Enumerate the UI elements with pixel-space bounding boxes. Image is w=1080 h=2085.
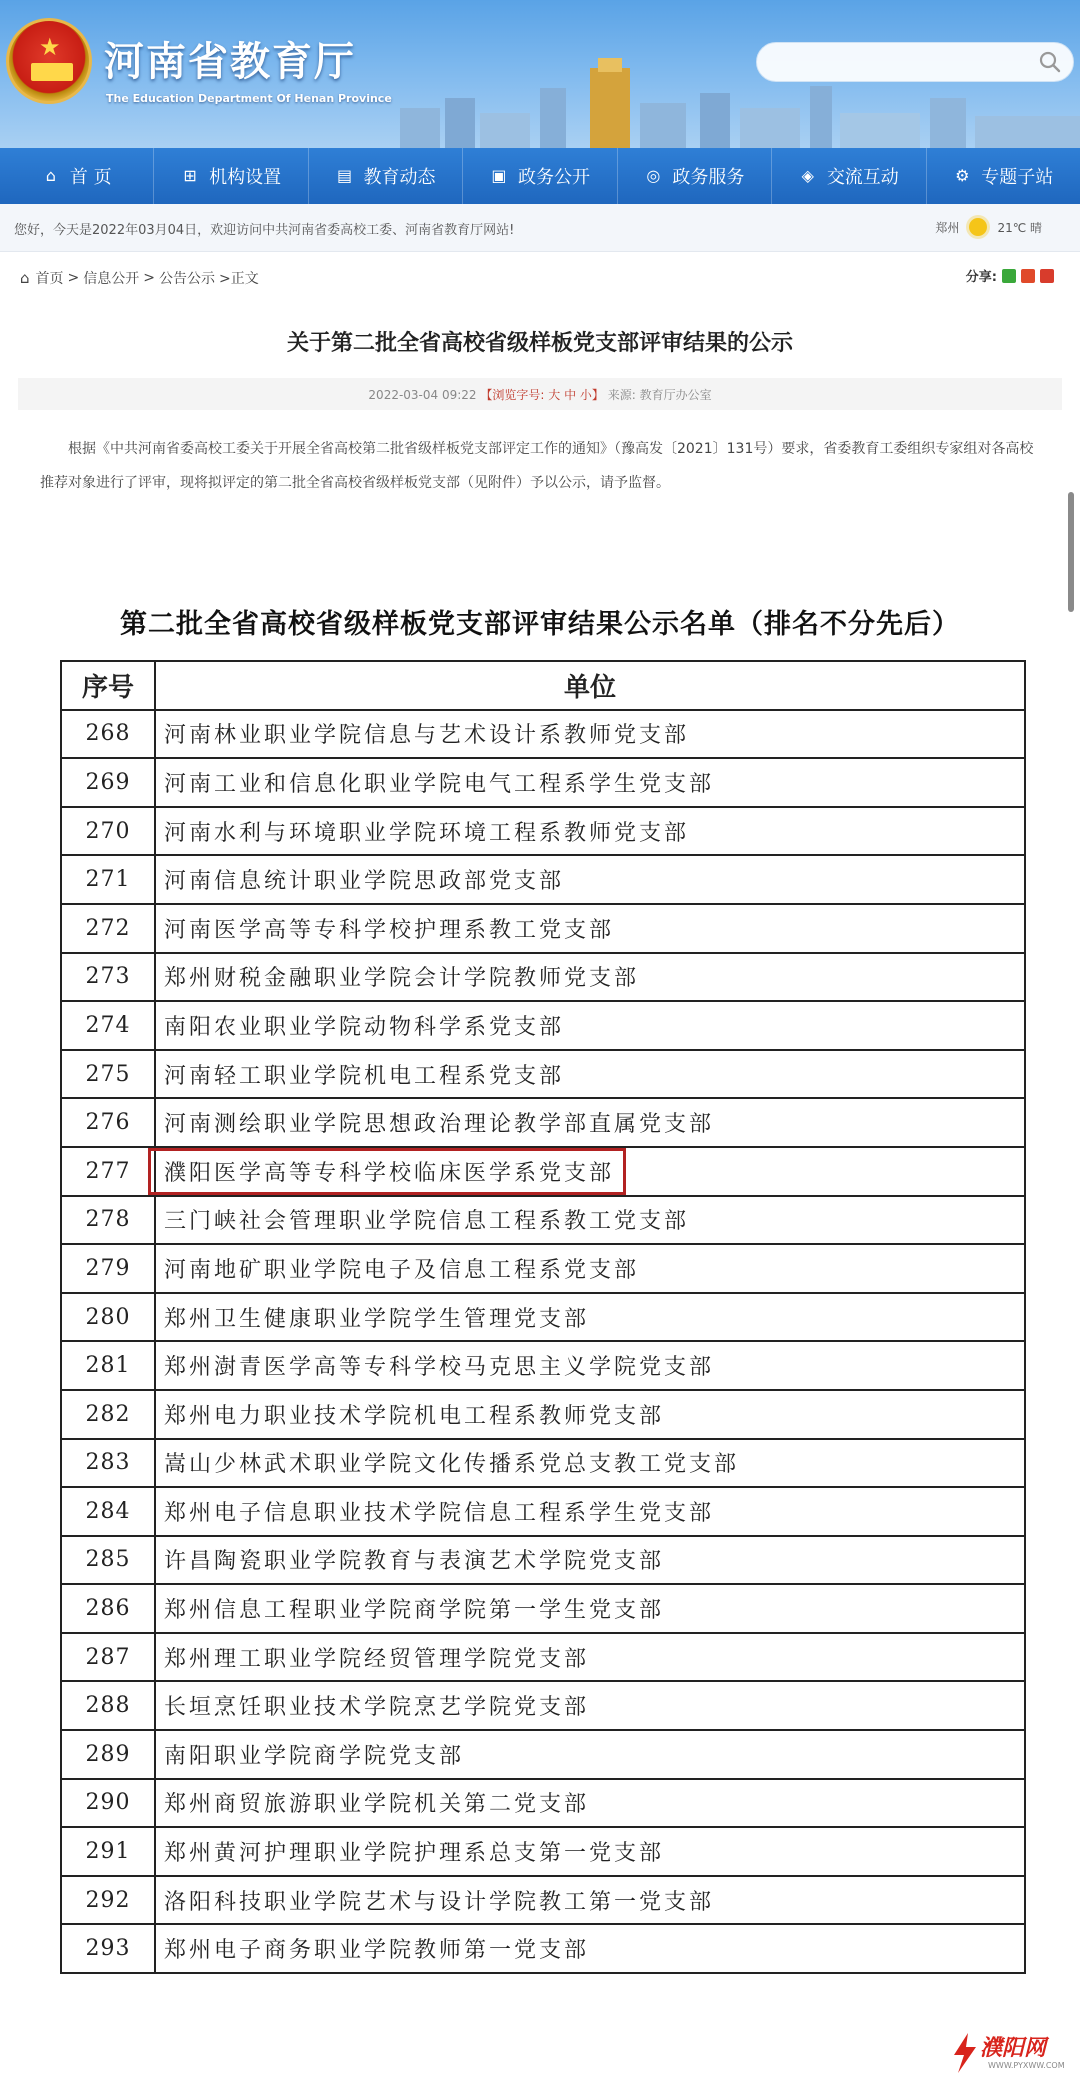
site-title: 河南省教育厅 (104, 39, 356, 85)
row-number: 284 (61, 1487, 155, 1536)
row-unit-name: 郑州卫生健康职业学院学生管理党支部 (155, 1293, 1025, 1342)
article-date: 2022-03-04 09:22 (368, 388, 477, 402)
nav-label: 政务服务 (672, 167, 745, 188)
main-nav (0, 148, 1080, 204)
row-unit-name: 郑州澍青医学高等专科学校马克思主义学院党支部 (155, 1341, 1025, 1390)
row-unit-name: 河南医学高等专科学校护理系教工党支部 (155, 904, 1025, 953)
row-number: 273 (61, 953, 155, 1002)
row-unit-name: 郑州电力职业技术学院机电工程系教师党支部 (155, 1390, 1025, 1439)
page-scrollbar[interactable] (1068, 492, 1074, 612)
article-source: 来源: 教育厅办公室 (607, 388, 712, 402)
nav-label: 交流互动 (826, 167, 899, 188)
table-row (61, 1341, 1025, 1390)
row-number: 279 (61, 1244, 155, 1293)
row-number: 268 (61, 710, 155, 759)
table-row (61, 710, 1025, 759)
breadcrumb-current: >正文 (219, 271, 259, 287)
nav-item-interaction[interactable] (772, 148, 926, 204)
org-icon: ⊞ (183, 166, 197, 185)
row-number: 286 (61, 1584, 155, 1633)
nav-item-topics[interactable] (927, 148, 1080, 204)
doc-icon: ▣ (491, 166, 507, 185)
table-row (61, 1681, 1025, 1730)
table-row (61, 1730, 1025, 1779)
nav-item-gov-service[interactable] (618, 148, 772, 204)
row-unit-name: 郑州理工职业学院经贸管理学院党支部 (155, 1633, 1025, 1682)
share-bar (966, 266, 1054, 285)
nav-label: 首 页 (69, 167, 112, 188)
search-input[interactable] (771, 51, 1021, 75)
home-icon: ⌂ (20, 269, 30, 287)
table-row (61, 1487, 1025, 1536)
search-box[interactable] (756, 42, 1074, 82)
watermark-text: 濮阳网 (980, 2036, 1047, 2061)
weather-widget (935, 218, 1042, 236)
row-unit-name: 郑州黄河护理职业学院护理系总支第一党支部 (155, 1827, 1025, 1876)
chat-icon: ◈ (801, 166, 814, 185)
table-row (61, 1924, 1025, 1973)
row-unit-name: 郑州商贸旅游职业学院机关第二党支部 (155, 1779, 1025, 1828)
nav-label: 专题子站 (981, 167, 1054, 188)
table-row (61, 1779, 1025, 1828)
row-number: 274 (61, 1001, 155, 1050)
table-row (61, 1827, 1025, 1876)
row-unit-name: 河南水利与环境职业学院环境工程系教师党支部 (155, 807, 1025, 856)
table-row (61, 758, 1025, 807)
article-paragraph: 根据《中共河南省委高校工委关于开展全省高校第二批省级样板党支部评定工作的通知》（豫高发〔2021〕131号）要求，省委教育工委组织专家组对各高校推荐对象进行了评审，现将拟评定的第二批全省高校省级样板党支部（见附件）予以公示，请予监督。 (40, 441, 1034, 491)
nav-item-home[interactable] (0, 148, 154, 204)
welcome-bar (0, 204, 1080, 252)
breadcrumb-announcements[interactable]: 公告公示 (159, 271, 215, 287)
news-icon: ▤ (336, 166, 353, 185)
article-meta-bar (18, 378, 1062, 410)
header-unit: 单位 (155, 661, 1025, 710)
row-unit-name: 嵩山少林武术职业学院文化传播系党总支教工党支部 (155, 1439, 1025, 1488)
row-number: 280 (61, 1293, 155, 1342)
nav-label: 教育动态 (363, 167, 436, 188)
breadcrumb (20, 268, 263, 288)
table-row (61, 953, 1025, 1002)
row-unit-name: 长垣烹饪职业技术学院烹艺学院党支部 (155, 1681, 1025, 1730)
row-number: 275 (61, 1050, 155, 1099)
row-number: 285 (61, 1536, 155, 1585)
row-number: 277 (61, 1147, 155, 1196)
site-subtitle: The Education Department Of Henan Province (106, 92, 392, 105)
breadcrumb-separator: > (67, 270, 80, 286)
results-table (60, 660, 1026, 1974)
search-icon[interactable] (1037, 49, 1063, 75)
font-size-selector[interactable]: 【浏览字号: 大 中 小】 (480, 388, 604, 402)
table-row (61, 1001, 1025, 1050)
row-unit-name: 河南信息统计职业学院思政部党支部 (155, 855, 1025, 904)
service-icon: ◎ (646, 166, 661, 185)
watermark-url: WWW.PYXWW.COM (988, 2061, 1065, 2070)
row-unit-name: 河南林业职业学院信息与艺术设计系教师党支部 (155, 710, 1025, 759)
row-number: 278 (61, 1196, 155, 1245)
wechat-share-icon[interactable] (1002, 269, 1016, 283)
row-unit-name: 南阳职业学院商学院党支部 (155, 1730, 1025, 1779)
table-row (61, 807, 1025, 856)
row-unit-name: 郑州电子商务职业学院教师第一党支部 (155, 1924, 1025, 1973)
row-number: 272 (61, 904, 155, 953)
welcome-message: 您好，今天是2022年03月04日，欢迎访问中共河南省委高校工委、河南省教育厅网站! (14, 223, 515, 238)
weather-city: 郑州 (935, 220, 960, 235)
nav-item-gov-open[interactable] (463, 148, 617, 204)
nav-item-org[interactable] (154, 148, 308, 204)
row-unit-name: 南阳农业职业学院动物科学系党支部 (155, 1001, 1025, 1050)
row-number: 289 (61, 1730, 155, 1779)
row-number: 281 (61, 1341, 155, 1390)
row-number: 270 (61, 807, 155, 856)
article-meta (18, 386, 1062, 403)
row-unit-name: 许昌陶瓷职业学院教育与表演艺术学院党支部 (155, 1536, 1025, 1585)
row-unit-name: 濮阳医学高等专科学校临床医学系党支部 (155, 1147, 1025, 1196)
table-row (61, 1293, 1025, 1342)
row-unit-name: 河南轻工职业学院机电工程系党支部 (155, 1050, 1025, 1099)
row-unit-name: 郑州信息工程职业学院商学院第一学生党支部 (155, 1584, 1025, 1633)
row-number: 282 (61, 1390, 155, 1439)
table-row (61, 1439, 1025, 1488)
table-row (61, 1147, 1025, 1196)
row-number: 292 (61, 1876, 155, 1925)
row-number: 269 (61, 758, 155, 807)
row-number: 293 (61, 1924, 155, 1973)
home-icon: ⌂ (45, 166, 56, 185)
table-row (61, 1633, 1025, 1682)
nav-item-news[interactable] (309, 148, 463, 204)
table-header-row (61, 661, 1025, 710)
breadcrumb-home[interactable]: 首页 (35, 271, 64, 287)
site-watermark (950, 2031, 1070, 2077)
weather-temp: 21℃ 晴 (997, 220, 1042, 235)
row-number: 291 (61, 1827, 155, 1876)
row-number: 287 (61, 1633, 155, 1682)
topic-icon: ⚙ (955, 166, 970, 185)
weibo-share-icon[interactable] (1021, 269, 1035, 283)
header-banner (0, 0, 1080, 148)
row-unit-name: 郑州电子信息职业技术学院信息工程系学生党支部 (155, 1487, 1025, 1536)
list-title: 第二批全省高校省级样板党支部评审结果公示名单（排名不分先后） (120, 609, 960, 640)
breadcrumb-separator: > (143, 270, 155, 286)
row-unit-name: 河南工业和信息化职业学院电气工程系学生党支部 (155, 758, 1025, 807)
nav-label: 机构设置 (209, 167, 282, 188)
row-number: 283 (61, 1439, 155, 1488)
row-number: 288 (61, 1681, 155, 1730)
table-row (61, 1536, 1025, 1585)
nav-label: 政务公开 (517, 167, 590, 188)
table-row (61, 1244, 1025, 1293)
table-row (61, 1098, 1025, 1147)
watermark-logo-icon (950, 2033, 978, 2073)
table-row (61, 1876, 1025, 1925)
row-unit-name: 河南地矿职业学院电子及信息工程系党支部 (155, 1244, 1025, 1293)
table-row (61, 1584, 1025, 1633)
row-number: 276 (61, 1098, 155, 1147)
row-unit-name: 三门峡社会管理职业学院信息工程系教工党支部 (155, 1196, 1025, 1245)
row-unit-name: 郑州财税金融职业学院会计学院教师党支部 (155, 953, 1025, 1002)
row-number: 290 (61, 1779, 155, 1828)
national-emblem-logo: ★ (6, 18, 92, 104)
row-unit-name: 河南测绘职业学院思想政治理论教学部直属党支部 (155, 1098, 1025, 1147)
row-number: 271 (61, 855, 155, 904)
table-row (61, 855, 1025, 904)
header-number: 序号 (61, 661, 155, 710)
article-title: 关于第二批全省高校省级样板党支部评审结果的公示 (286, 331, 793, 356)
table-row (61, 1196, 1025, 1245)
table-row (61, 904, 1025, 953)
share-label: 分享: (965, 270, 997, 285)
table-row (61, 1050, 1025, 1099)
breadcrumb-info-open[interactable]: 信息公开 (83, 271, 140, 287)
sunny-icon (969, 218, 987, 236)
qzone-share-icon[interactable] (1040, 269, 1054, 283)
table-row (61, 1390, 1025, 1439)
row-unit-name: 洛阳科技职业学院艺术与设计学院教工第一党支部 (155, 1876, 1025, 1925)
